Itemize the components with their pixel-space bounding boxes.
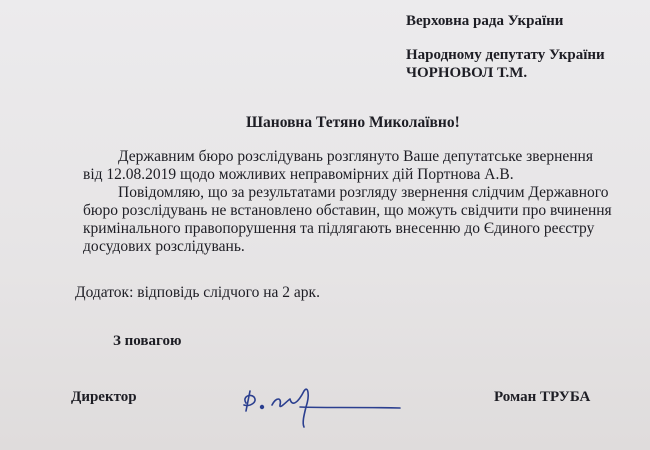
attachment-note: Додаток: відповідь слідчого на 2 арк. — [75, 284, 320, 301]
body-line: кримінального правопорушення та підлягають внесенню до Єдиного реєстру — [83, 220, 595, 237]
closing-phrase: З повагою — [113, 333, 182, 349]
signer-name: Роман ТРУБА — [494, 389, 591, 405]
signer-role: Директор — [71, 389, 137, 405]
handwritten-signature — [232, 377, 412, 432]
recipient-name: ЧОРНОВОЛ Т.М. — [406, 65, 528, 81]
recipient-org: Верховна рада України — [406, 13, 564, 29]
body-line: досудових розслідувань. — [83, 238, 245, 255]
greeting: Шановна Тетяно Миколаївно! — [246, 114, 460, 131]
body-line: бюро розслідувань не встановлено обставин, що можуть свідчити про вчинення — [83, 202, 612, 219]
recipient-title: Народному депутату України — [406, 47, 605, 63]
body-line: Повідомляю, що за результатами розгляду звернення слідчим Державного — [118, 184, 609, 201]
body-line: Державним бюро розслідувань розглянуто Ваше депутатське звернення — [118, 148, 593, 165]
body-line: від 12.08.2019 щодо можливих неправомірних дій Портнова А.В. — [83, 166, 514, 183]
